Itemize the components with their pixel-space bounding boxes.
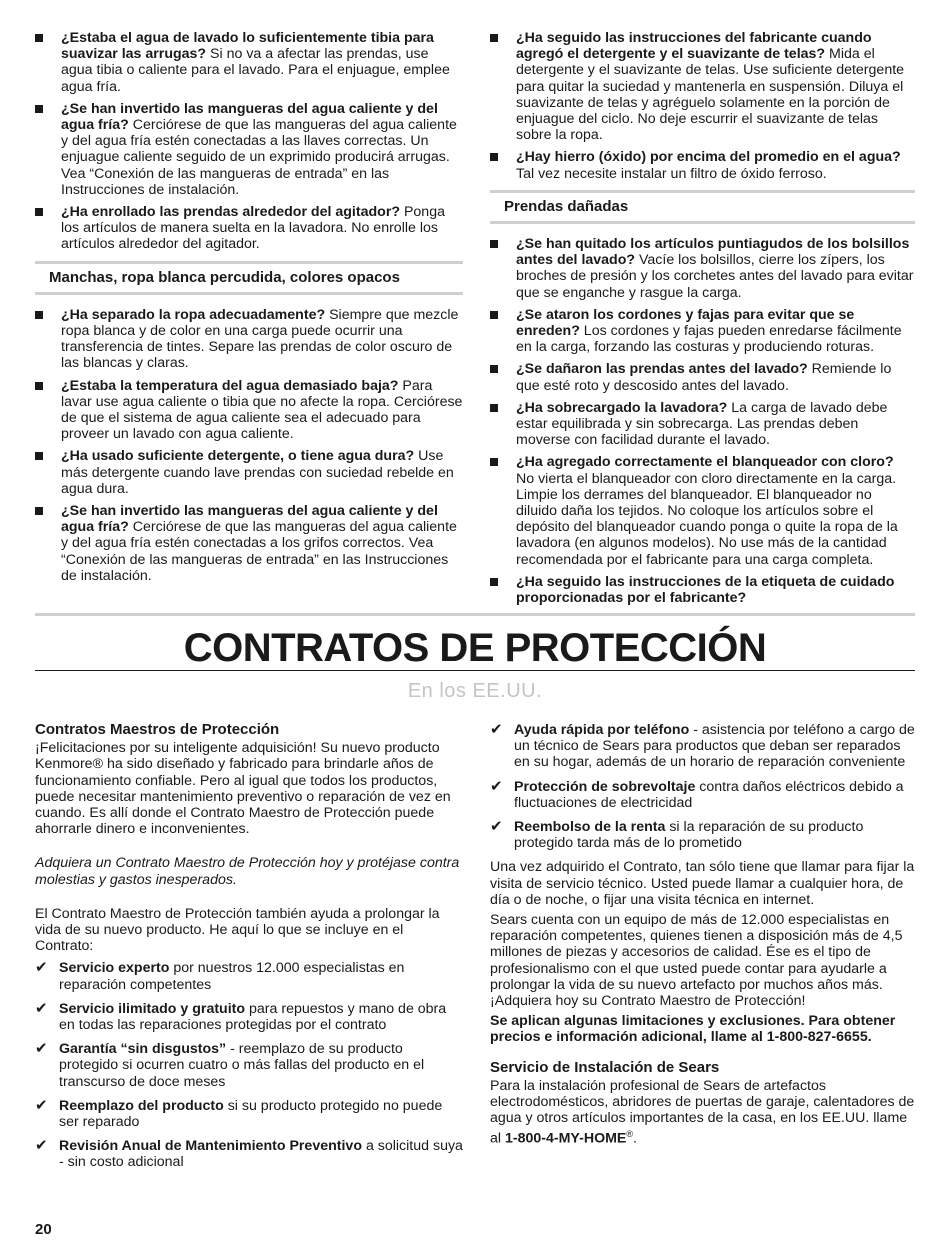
check-list-item bbox=[490, 779, 915, 811]
answer-text: No vierta el blanqueador con cloro directamente en la carga. Limpie los derrames del blanqueador. El blanqueador no diluido daña los tejidos. No coloque los artículos sobre el depósito del blanqueador cuando ponga o quite la ropa de la lavadora (en algunos modelos). No use más de la cantidad recomendada por el fabricante para una carga completa. bbox=[516, 470, 898, 568]
bullet-square-icon bbox=[35, 452, 43, 460]
checkmark-icon: ✔ bbox=[35, 959, 48, 977]
checkmark-icon: ✔ bbox=[35, 1137, 48, 1155]
bottom-right-column bbox=[490, 722, 915, 1157]
benefit-title: Servicio ilimitado y gratuito bbox=[59, 1000, 246, 1017]
benefit-title: Ayuda rápida por teléfono bbox=[514, 722, 690, 738]
page-subtitle: En los EE.UU. bbox=[407, 680, 543, 702]
bullet-square-icon bbox=[490, 404, 498, 412]
bullet-square-icon bbox=[490, 365, 498, 373]
list-item bbox=[490, 149, 915, 181]
install-body: Para la instalación profesional de Sears de artefactos electrodomésticos, abridores de puertas de garaje, calentadores de agua y otros artículos importantes de la casa, en los EE.UU. llame al bbox=[490, 1077, 915, 1148]
bullet-square-icon bbox=[490, 311, 498, 319]
install-end: . bbox=[633, 1131, 637, 1148]
benefit-text: si la reparación de su producto protegido tarda más de lo prometido bbox=[514, 819, 864, 852]
bullet-square-icon bbox=[490, 578, 498, 586]
checkmark-icon: ✔ bbox=[35, 999, 48, 1017]
answer-text: Vacíe los bolsillos, cierre los zípers, los broches de presión y los corchetes antes del lavado para evitar que se enganche y rasgue la carga. bbox=[516, 252, 914, 301]
question-text: ¿Se han invertido las mangueras del agua caliente y del agua fría? bbox=[61, 503, 438, 536]
master-heading: Contratos Maestros de Protección bbox=[35, 721, 280, 738]
list-item bbox=[35, 378, 463, 443]
checkmark-icon: ✔ bbox=[490, 721, 503, 738]
question-text: ¿Estaba la temperatura del agua demasiado baja? bbox=[61, 377, 399, 394]
answer-text: Mida el detergente y el suavizante de telas. Use suficiente detergente para quitar la suciedad y mantenerla en suspensión. Diluya el suavizante de telas y agréguelo solamente en la porción de enjuague del ciclo. No deje escurrir el suavizante de telas sobre la ropa. bbox=[516, 46, 905, 144]
title-rule bbox=[35, 670, 915, 671]
check-list-item bbox=[490, 819, 915, 851]
master-para2: Sears cuenta con un equipo de más de 12.000 especialistas en reparación competentes, quienes tienen a disposición más de 4,5 millones de piezas y accesorios de calidad. Ése es el tipo de profesionalismo con el que usted puede contar para ayudarle a prolongar la vida de su nuevo artefacto por muchos años más. ¡Adquiera hoy su Contrato Maestro de Protección! bbox=[490, 912, 903, 1010]
page-title: CONTRATOS DE PROTECCIÓN bbox=[183, 626, 767, 670]
question-text: ¿Se han invertido las mangueras del agua caliente y del agua fría? bbox=[61, 100, 438, 134]
list-item bbox=[35, 204, 463, 253]
list-item bbox=[35, 307, 463, 372]
benefit-text: - asistencia por teléfono a cargo de un técnico de Sears para productos que deban ser reparados en su hogar, además de un horario de reparación conveniente bbox=[514, 722, 915, 771]
benefit-title: Reembolso de la renta bbox=[514, 819, 666, 836]
question-text: ¿Hay hierro (óxido) por encima del promedio en el agua? bbox=[516, 149, 901, 166]
benefit-title: Reemplazo del producto bbox=[59, 1097, 224, 1114]
question-text: ¿Estaba el agua de lavado lo suficientemente tibia para suavizar las arrugas? bbox=[61, 30, 434, 63]
answer-text: Use más detergente cuando lave prendas con suciedad rebelde en agua dura. bbox=[61, 448, 454, 497]
question-text: ¿Ha sobrecargado la lavadora? bbox=[516, 399, 728, 416]
question-text: ¿Ha enrollado las prendas alrededor del agitador? bbox=[61, 204, 401, 221]
question-text: ¿Se dañaron las prendas antes del lavado? bbox=[516, 361, 808, 378]
answer-text: Ponga los artículos de manera suelta en la lavadora. No enrolle los artículos alrededor del agitador. bbox=[61, 204, 445, 253]
benefit-title: Servicio experto bbox=[59, 960, 170, 977]
answer-text: Para lavar use agua caliente o tibia que no afecte la ropa. Cerciórese de que el sistema de agua caliente sea el adecuado para proveer un lavado con agua caliente. bbox=[61, 377, 463, 443]
answer-text: Si no va a afectar las prendas, use agua tibia o caliente para el lavado. Para el enjuague, emplee agua fría. bbox=[61, 46, 450, 95]
answer-text: La carga de lavado debe estar equilibrada y sin sobrecarga. Las prendas deben moverse con facilidad durante el lavado. bbox=[516, 399, 888, 449]
master-para1: Una vez adquirido el Contrato, tan sólo tiene que llamar para fijar la visita de servicio técnico. Usted puede llamar a cualquier hora, de día o de noche, o fijar una visita técnica en internet. bbox=[490, 859, 915, 908]
list-item bbox=[490, 400, 915, 449]
question-text: ¿Se ataron los cordones y fajas para evitar que se enreden? bbox=[516, 306, 855, 340]
benefit-title: Revisión Anual de Mantenimiento Preventivo bbox=[59, 1138, 362, 1155]
bullet-square-icon bbox=[35, 311, 43, 319]
benefit-text: por nuestros 12.000 especialistas en reparación competentes bbox=[59, 960, 405, 993]
checkmark-icon: ✔ bbox=[490, 818, 503, 836]
question-text: ¿Ha separado la ropa adecuadamente? bbox=[61, 306, 326, 323]
bullet-square-icon bbox=[35, 507, 43, 515]
bullet-square-icon bbox=[35, 382, 43, 390]
list-item bbox=[490, 574, 915, 606]
bullet-square-icon bbox=[490, 458, 498, 466]
master-intro: ¡Felicitaciones por su inteligente adquisición! Su nuevo producto Kenmore® ha sido diseñado y fabricado para brindarle años de funcionamiento confiable. Pero al igual que todos los productos, puede necesitar mantenimiento preventivo o reparación de vez en cuando. Es allí donde el Contrato Maestro de Protección puede ahorrarle dinero e inconvenientes. bbox=[35, 740, 451, 838]
section-heading-damaged: Prendas dañadas bbox=[490, 190, 915, 224]
checkmark-icon: ✔ bbox=[35, 1040, 48, 1058]
check-list-item bbox=[35, 960, 463, 992]
master-italic: Adquiera un Contrato Maestro de Protección hoy y protéjase contra molestias y gastos inesperados. bbox=[35, 855, 460, 888]
bullet-square-icon bbox=[490, 240, 498, 248]
question-text: ¿Se han quitado los artículos puntiagudos de los bolsillos antes del lavado? bbox=[516, 236, 910, 269]
answer-text: Los cordones y fajas pueden enredarse fácilmente en la carga, forzando las costuras y produciendo roturas. bbox=[516, 323, 902, 356]
list-item bbox=[35, 101, 463, 198]
checkmark-icon: ✔ bbox=[35, 1096, 48, 1114]
check-list-item bbox=[35, 1098, 463, 1130]
list-item bbox=[35, 503, 463, 584]
benefit-text: a solicitud suya - sin costo adicional bbox=[59, 1138, 463, 1171]
install-text bbox=[490, 1078, 915, 1148]
benefit-text: si su producto protegido no puede ser reparado bbox=[59, 1097, 443, 1131]
list-item bbox=[490, 30, 915, 143]
answer-text: Cerciórese de que las mangueras del agua caliente y del agua fría estén conectadas a las llaves correctas. Un enjuague caliente seguido de un exprimido producirá arrugas. Vea “Conexión de las mangueras de entrada” en las Instrucciones de instalación. bbox=[61, 117, 457, 198]
section-heading-stains: Manchas, ropa blanca percudida, colores opacos bbox=[35, 261, 463, 295]
top-left-column bbox=[35, 30, 463, 590]
question-text: ¿Ha agregado correctamente el blanqueador con cloro? bbox=[516, 454, 894, 471]
answer-text: Tal vez necesite instalar un filtro de óxido ferroso. bbox=[516, 165, 827, 182]
answer-text: Siempre que mezcle ropa blanca y de color en una carga puede ocurrir una transferencia de tintes. Separe las prendas de color oscuro de las blancas y claras. bbox=[61, 306, 459, 372]
list-item bbox=[35, 30, 463, 95]
bullet-square-icon bbox=[490, 34, 498, 42]
answer-text: Cerciórese de que las mangueras del agua caliente y del agua fría estén conectadas a los grifos correctos. Vea “Conexión de las mangueras de entrada” en las Instrucciones de instalación. bbox=[61, 519, 457, 584]
benefit-title: Garantía “sin disgustos” bbox=[59, 1041, 227, 1058]
check-list-item bbox=[35, 1041, 463, 1090]
list-item bbox=[490, 361, 915, 393]
benefit-text: para repuestos y mano de obra en todas las reparaciones protegidas por el contrato bbox=[59, 1000, 447, 1034]
install-heading: Servicio de Instalación de Sears bbox=[490, 1058, 720, 1076]
page-number: 20 bbox=[35, 1221, 52, 1238]
install-phone: 1-800-4-MY-HOME bbox=[504, 1131, 627, 1148]
question-text: ¿Ha usado suficiente detergente, o tiene agua dura? bbox=[61, 448, 415, 465]
benefit-text: - reemplazo de su producto protegido si ocurren cuatro o más fallas del producto en el transcurso de doce meses bbox=[59, 1041, 425, 1090]
bullet-square-icon bbox=[35, 105, 43, 113]
question-text: ¿Ha seguido las instrucciones de la etiqueta de cuidado proporcionadas por el fabricante? bbox=[516, 573, 895, 607]
list-item bbox=[490, 454, 915, 567]
install-reg: ® bbox=[626, 1129, 634, 1140]
bullet-square-icon bbox=[490, 153, 498, 161]
benefit-text: contra daños eléctricos debido a fluctuaciones de electricidad bbox=[514, 778, 904, 811]
answer-text: Remiende lo que esté roto y descosido antes del lavado. bbox=[516, 361, 892, 394]
check-list-item bbox=[35, 1001, 463, 1033]
bottom-left-column bbox=[35, 722, 463, 1179]
divider bbox=[35, 613, 915, 616]
top-right-column bbox=[490, 30, 915, 612]
check-list-item bbox=[490, 722, 915, 771]
bullet-square-icon bbox=[35, 208, 43, 216]
list-item bbox=[490, 307, 915, 356]
bullet-square-icon bbox=[35, 34, 43, 42]
list-item bbox=[490, 236, 915, 301]
question-text: ¿Ha seguido las instrucciones del fabricante cuando agregó el detergente y el suavizante de telas? bbox=[516, 30, 872, 63]
check-list-item bbox=[35, 1138, 463, 1170]
benefit-title: Protección de sobrevoltaje bbox=[514, 778, 696, 795]
checkmark-icon: ✔ bbox=[490, 777, 503, 795]
master-includes: El Contrato Maestro de Protección también ayuda a prolongar la vida de su nuevo producto. He aquí lo que se incluye en el Contrato: bbox=[35, 905, 440, 955]
list-item bbox=[35, 448, 463, 497]
master-limits: Se aplican algunas limitaciones y exclusiones. Para obtener precios e información adicional, llame al 1-800-827-6655. bbox=[490, 1013, 896, 1046]
